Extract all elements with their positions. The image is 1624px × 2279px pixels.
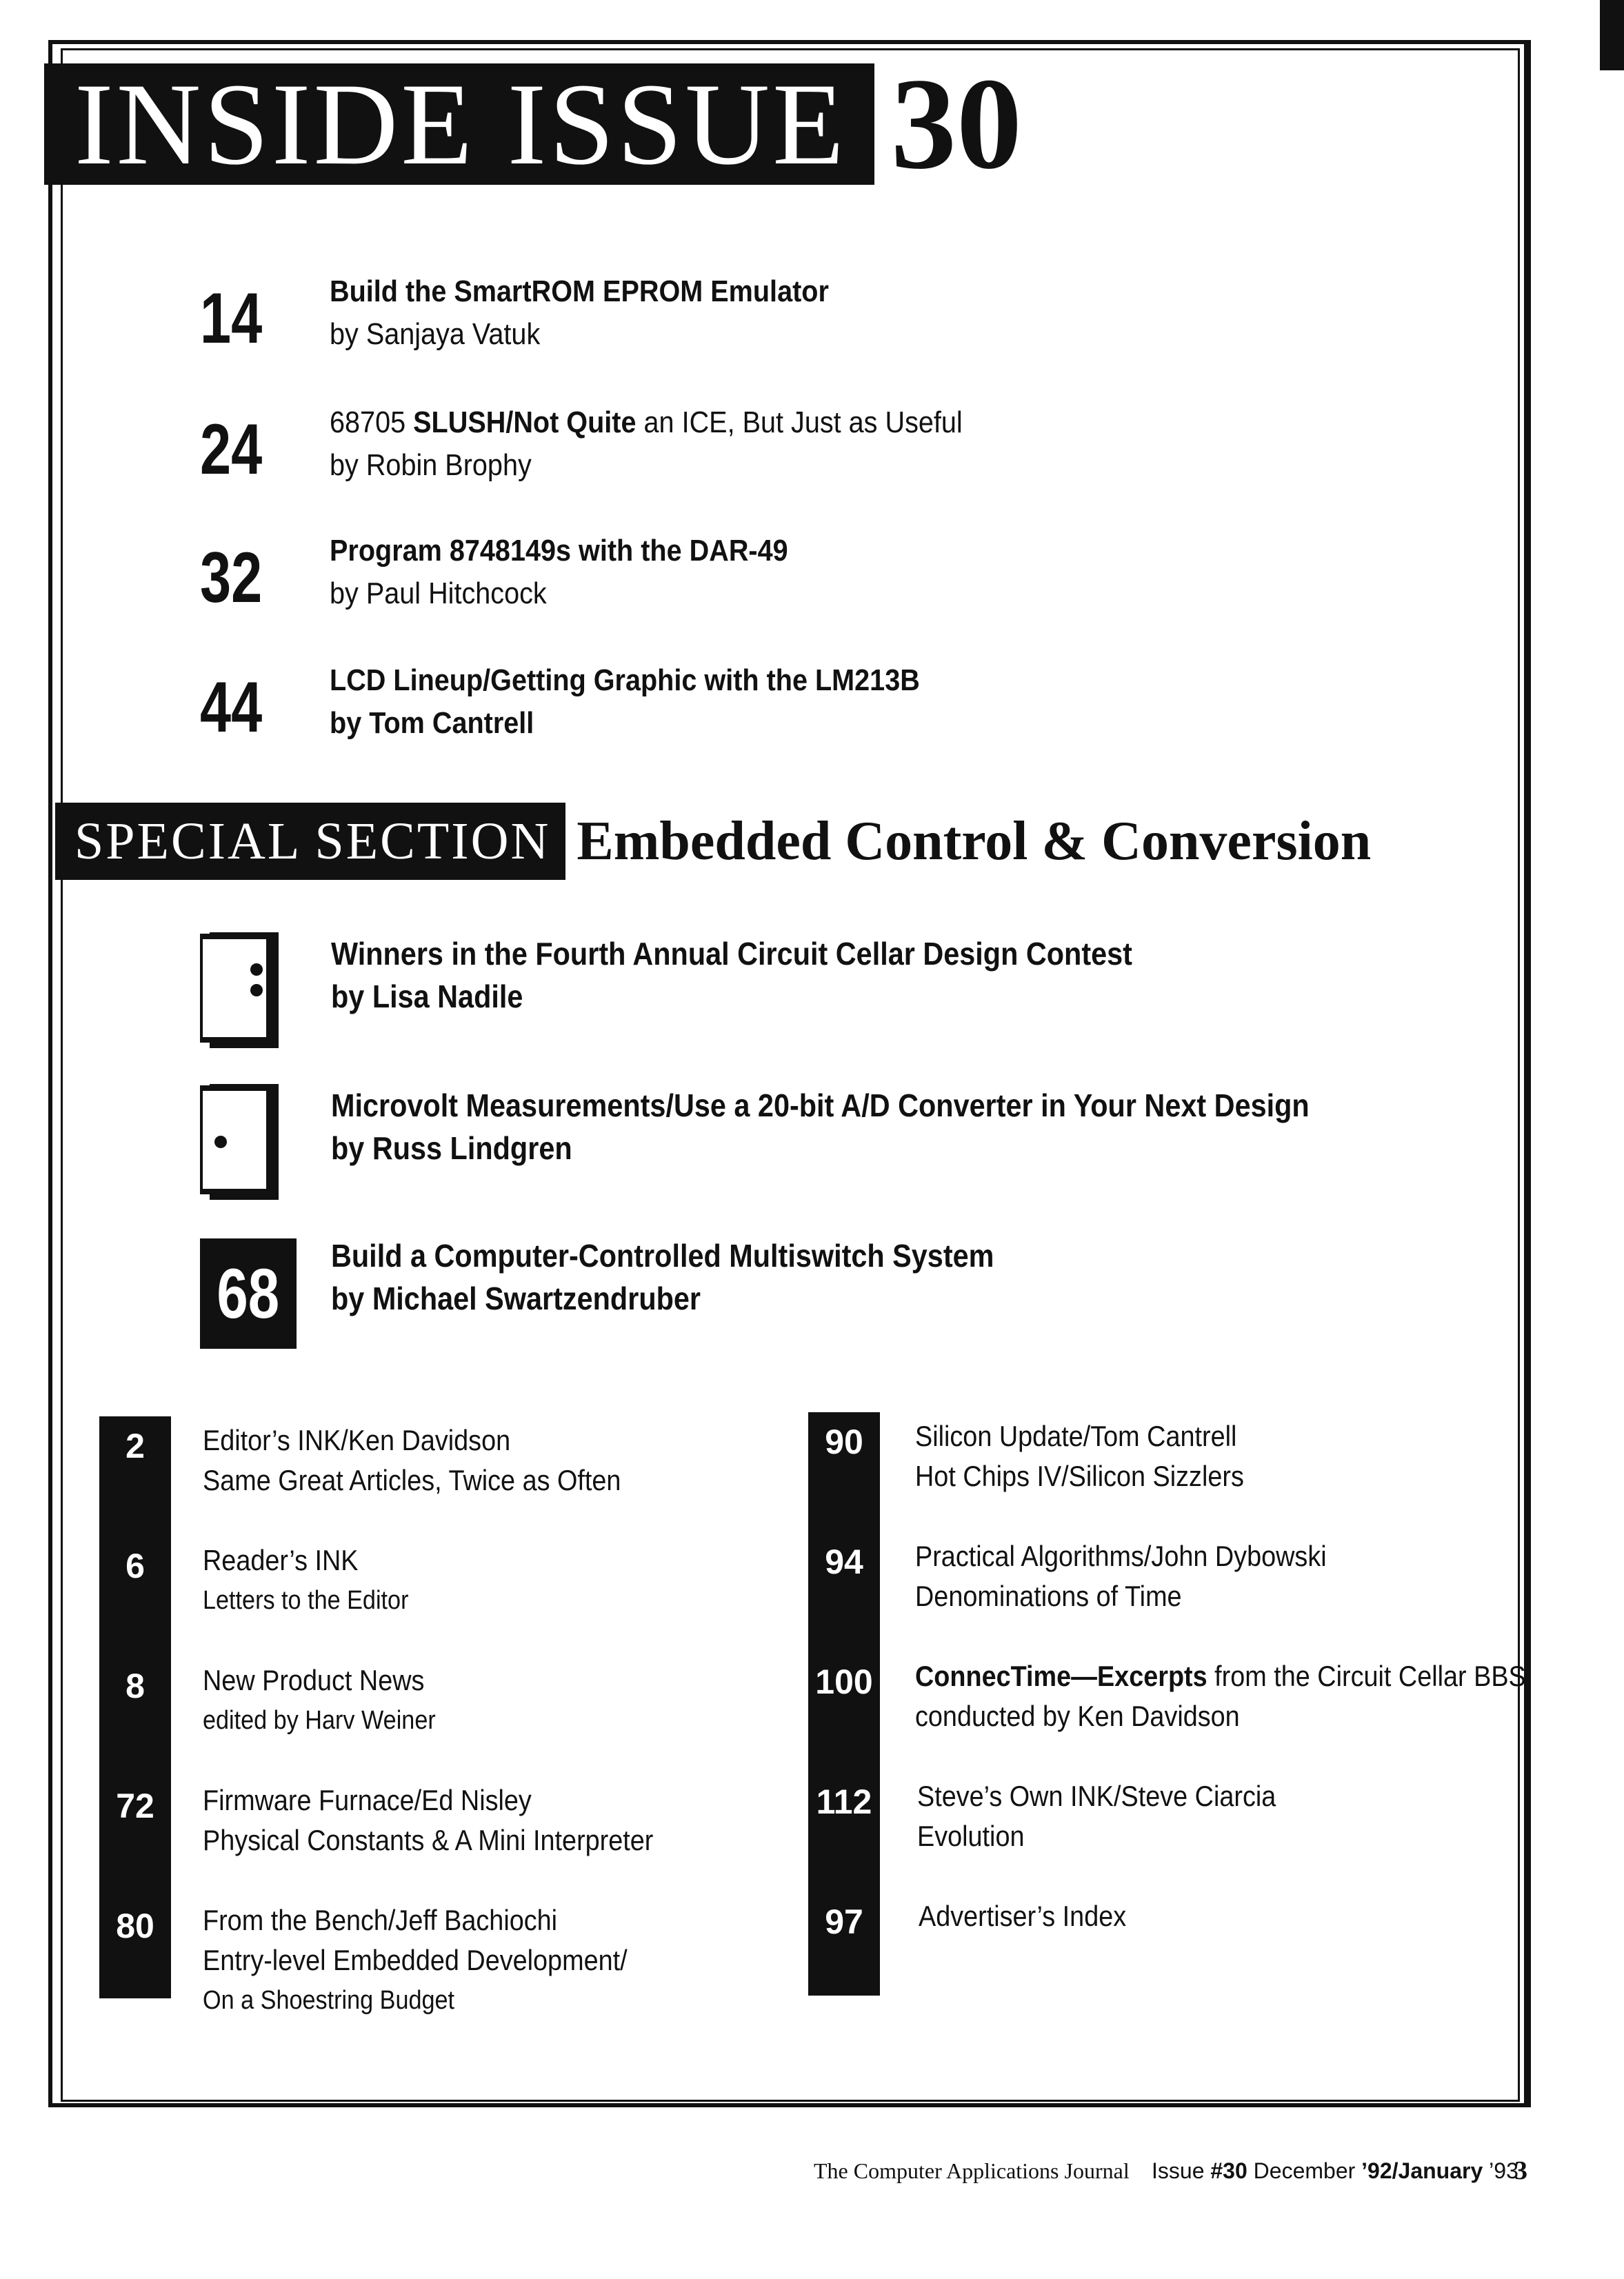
special-section-header <box>55 803 1371 880</box>
feature-page-number: 24 <box>200 410 263 490</box>
feature-title-post: an ICE, But Just as Useful <box>636 405 963 439</box>
footer-journal-name: The Computer Applications Journal <box>814 2158 1130 2183</box>
door-icon <box>200 1084 279 1200</box>
department-subtitle: Denominations of Time <box>915 1580 1182 1612</box>
masthead <box>44 52 1022 197</box>
feature-title-bold: SmartROM <box>454 274 596 308</box>
page-footer <box>814 2150 1538 2191</box>
department-page-number: 97 <box>808 1892 880 1996</box>
department-page-number: 8 <box>99 1656 171 1776</box>
feature-page-number: 44 <box>200 667 263 747</box>
department-title: Silicon Update/Tom Cantrell <box>915 1420 1237 1452</box>
feature-title-post: EPROM Emulator <box>595 274 829 308</box>
department-subtitle: conducted by Ken Davidson <box>915 1700 1240 1732</box>
department-title: From the Bench/Jeff Bachiochi <box>203 1904 558 1936</box>
department-title: Practical Algorithms/John Dybowski <box>915 1540 1327 1572</box>
feature-page-number: 32 <box>200 538 263 618</box>
special-article-title: Winners in the Fourth Annual Circuit Cellar Design Contest <box>331 936 1132 972</box>
department-page-number: 100 <box>808 1652 880 1772</box>
masthead-title: INSIDE ISSUE <box>44 63 874 185</box>
page-edge-tab <box>1600 0 1624 70</box>
department-title: Firmware Furnace/Ed Nisley <box>203 1784 532 1816</box>
special-section-title: Embedded Control & Conversion <box>577 810 1372 872</box>
department-subtitle: Entry-level Embedded Development/ <box>203 1944 628 1976</box>
department-subtitle: Evolution <box>917 1820 1025 1852</box>
feature-byline: by Paul Hitchcock <box>330 576 547 610</box>
masthead-issue-number: 30 <box>890 52 1022 197</box>
footer-page-number: 3 <box>1514 2156 1527 2185</box>
feature-title-bold: Program 8748149s with the DAR-49 <box>330 534 788 568</box>
department-page-number: 90 <box>808 1412 880 1532</box>
feature-title-pre: 68705 <box>330 405 414 439</box>
feature-page-number: 14 <box>200 279 263 359</box>
department-subtitle: Letters to the Editor <box>203 1586 409 1615</box>
department-title: Advertiser’s Index <box>919 1900 1127 1932</box>
feature-byline: by Sanjaya Vatuk <box>330 317 541 351</box>
footer-issue-label: Issue <box>1152 2158 1211 2183</box>
footer-issue-info <box>1152 2150 1518 2191</box>
department-subtitle: edited by Harv Weiner <box>203 1706 436 1735</box>
special-article-byline: by Michael Swartzendruber <box>331 1281 701 1316</box>
department-title: Reader’s INK <box>203 1544 359 1576</box>
feature-byline: by Tom Cantrell <box>330 706 534 740</box>
footer-issue-date: ’92/January <box>1361 2158 1483 2183</box>
feature-title-pre: Build the <box>330 274 454 308</box>
department-page-number: 2 <box>99 1416 171 1536</box>
feature-title-bold: SLUSH/Not Quite <box>413 405 636 439</box>
special-article-page-number: 68 <box>217 1254 280 1333</box>
department-page-number: 94 <box>808 1532 880 1652</box>
feature-title-post: LCD Lineup/Getting Graphic with the LM213B <box>330 663 920 697</box>
department-page-number: 72 <box>99 1776 171 1896</box>
department-title: New Product News <box>203 1664 425 1696</box>
door-icon <box>200 932 279 1048</box>
footer-issue-year: ’93 <box>1483 2158 1518 2183</box>
department-page-number: 112 <box>808 1772 880 1892</box>
special-section-label: SPECIAL SECTION <box>55 803 565 880</box>
department-title: Steve’s Own INK/Steve Ciarcia <box>917 1780 1276 1812</box>
department-subtitle: Same Great Articles, Twice as Often <box>203 1464 621 1496</box>
special-article-page-badge <box>200 1238 297 1349</box>
department-subtitle: Hot Chips IV/Silicon Sizzlers <box>915 1460 1244 1492</box>
special-article-byline: by Lisa Nadile <box>331 978 523 1014</box>
special-article-title: Microvolt Measurements/Use a 20-bit A/D Converter in Your Next Design <box>331 1087 1310 1123</box>
department-title-post: from the Circuit Cellar BBS <box>1207 1660 1526 1692</box>
department-page-number: 80 <box>99 1896 171 1998</box>
department-title-bold: ConnecTime—Excerpts <box>915 1660 1207 1692</box>
department-title: Editor’s INK/Ken Davidson <box>203 1424 511 1456</box>
special-article-byline: by Russ Lindgren <box>331 1130 572 1166</box>
department-page-number: 6 <box>99 1536 171 1656</box>
department-subtitle: Physical Constants & A Mini Interpreter <box>203 1824 654 1856</box>
feature-byline: by Robin Brophy <box>330 448 532 482</box>
special-article-title: Build a Computer-Controlled Multiswitch System <box>331 1238 994 1274</box>
footer-issue-number: #30 <box>1210 2158 1247 2183</box>
footer-issue-month: December <box>1247 2158 1362 2183</box>
department-subtitle-2: On a Shoestring Budget <box>203 1986 455 2015</box>
